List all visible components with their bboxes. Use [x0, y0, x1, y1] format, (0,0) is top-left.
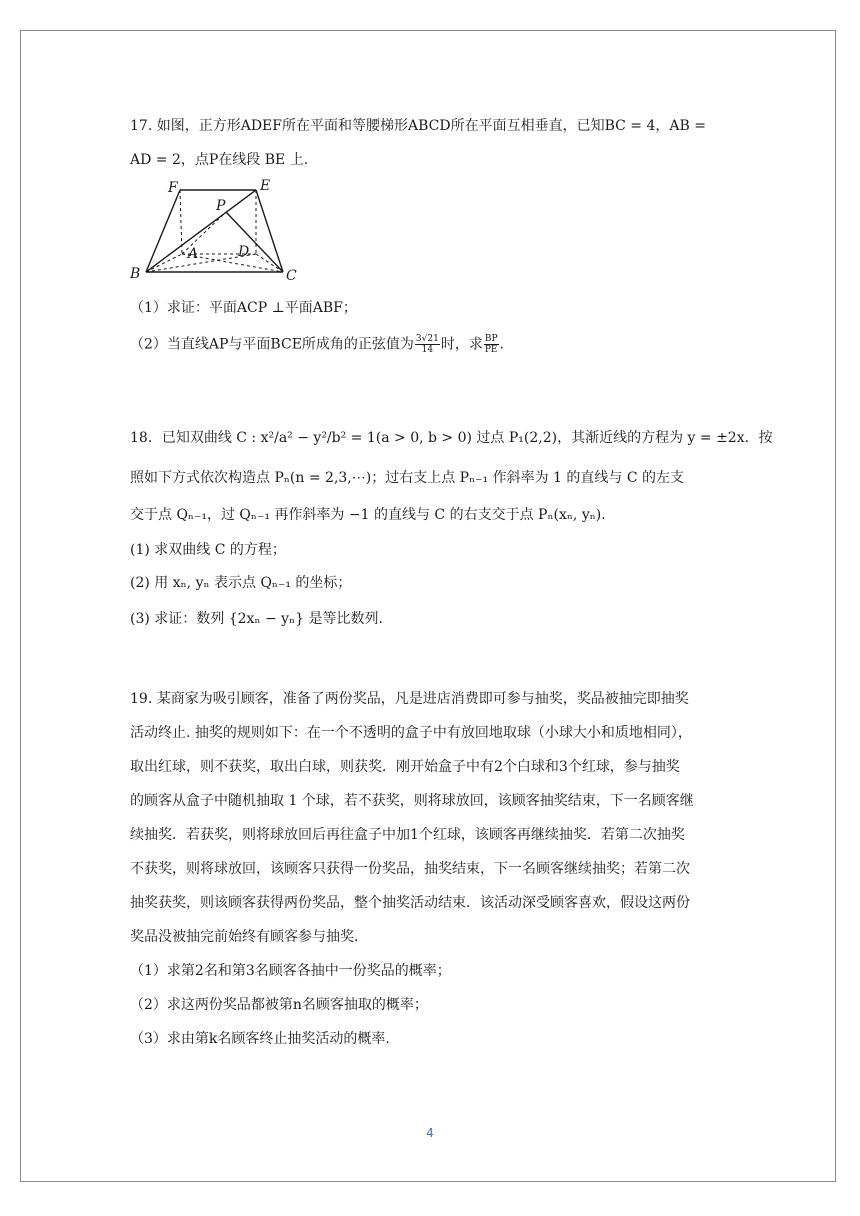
- edge-EC: [256, 190, 283, 272]
- label-F: F: [168, 180, 178, 196]
- label-B: B: [130, 266, 141, 282]
- problem-18-line-1: 18．已知双曲线 C : x²/a² − y²/b² = 1(a > 0, b > 0) 过点 P₁(2,2)，其渐近线的方程为 y = ±2x．按: [130, 430, 773, 446]
- label-C: C: [286, 268, 297, 284]
- problem-17-question-1: （1）求证：平面ACP ⊥平面ABF；: [130, 300, 357, 316]
- problem-18-question-2: (2) 用 xₙ, yₙ 表示点 Qₙ₋₁ 的坐标；: [130, 575, 352, 591]
- sine-value-fraction: $\frac{3√21}{14}$: [415, 334, 439, 355]
- label-D: D: [238, 244, 250, 260]
- problem-17-line-2: AD = 2，点P在线段 BE 上.: [130, 152, 309, 168]
- problem-19-line-6: 不获奖，则将球放回，该顾客只获得一份奖品，抽奖结束，下一名顾客继续抽奖；若第二次: [130, 861, 690, 877]
- problem-19-line-2: 活动终止. 抽奖的规则如下：在一个不透明的盒子中有放回地取球（小球大小和质地相同），: [130, 725, 692, 741]
- edge-FA: [180, 190, 182, 254]
- problem-19-question-3: （3）求由第k名顾客终止抽奖活动的概率.: [130, 1031, 390, 1047]
- page-number: 4: [426, 1126, 434, 1140]
- problem-19-line-8: 奖品没被抽完前始终有顾客参与抽奖.: [130, 929, 359, 945]
- problem-19-line-7: 抽奖获奖，则该顾客获得两份奖品，整个抽奖活动结束．该活动深受顾客喜欢，假设这两份: [130, 895, 690, 911]
- problem-19-line-5: 续抽奖．若获奖，则将球放回后再往盒子中加1个红球，该顾客再继续抽奖．若第二次抽奖: [130, 827, 685, 843]
- label-P: P: [216, 198, 226, 214]
- problem-17-question-2: （2）当直线AP与平面BCE所成角的正弦值为 $\frac{3√21}{14}$ 时，求 $\frac{BP}{PE}$ .: [130, 334, 504, 355]
- problem-17-line-1: 17. 如图，正方形ADEF所在平面和等腰梯形ABCD所在平面互相垂直，已知BC = 4，AB =: [130, 118, 706, 134]
- problem-18-question-3: (3) 求证：数列 {2xₙ − yₙ} 是等比数列.: [130, 611, 383, 627]
- hidden-lines: [146, 190, 283, 272]
- problem-19-line-3: 取出红球，则不获奖，取出白球，则获奖．刚开始盒子中有2个白球和3个红球，参与抽奖: [130, 759, 680, 775]
- solid-geometry-figure: [128, 176, 308, 286]
- label-A: A: [188, 246, 199, 262]
- problem-19-line-4: 的顾客从盒子中随机抽取 1 个球，若不获奖，则将球放回，该顾客抽奖结束，下一名顾客继: [130, 793, 694, 809]
- edge-PC: [226, 212, 283, 272]
- label-E: E: [260, 178, 271, 194]
- problem-19-question-1: （1）求第2名和第3名顾客各抽中一份奖品的概率；: [130, 963, 451, 979]
- q2-prefix: （2）当直线AP与平面BCE所成角的正弦值为: [130, 336, 414, 353]
- problem-19-question-2: （2）求这两份奖品都被第n名顾客抽取的概率；: [130, 997, 428, 1013]
- edge-DC: [256, 254, 283, 272]
- problem-19-line-1: 19. 某商家为吸引顾客，准备了两份奖品，凡是进店消费即可参与抽奖，奖品被抽完即抽奖: [130, 691, 689, 707]
- problem-18-line-2: 照如下方式依次构造点 Pₙ(n = 2,3,⋯)；过右支上点 Pₙ₋₁ 作斜率为 1 的直线与 C 的左支: [130, 470, 685, 486]
- problem-18-line-3: 交于点 Qₙ₋₁，过 Qₙ₋₁ 再作斜率为 −1 的直线与 C 的右支交于点 Pₙ(xₙ, yₙ).: [130, 507, 606, 523]
- ratio-fraction: $\frac{BP}{PE}$: [484, 334, 498, 355]
- q2-mid: 时，求: [440, 336, 483, 353]
- problem-18-question-1: (1) 求双曲线 C 的方程；: [130, 542, 286, 558]
